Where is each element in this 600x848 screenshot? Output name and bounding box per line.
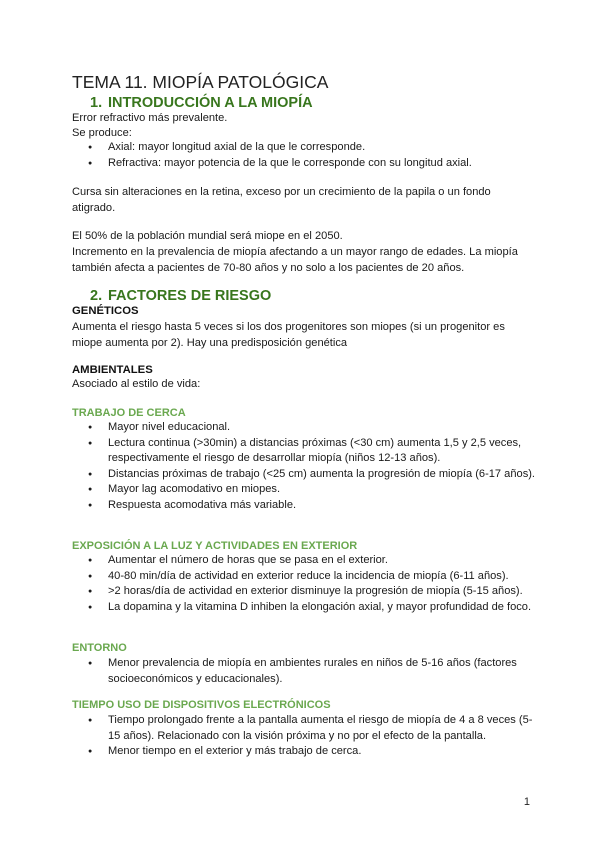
list-item: ● Axial: mayor longitud axial de la que le corresponde. bbox=[72, 140, 536, 156]
list-item: ● Aumentar el número de horas que se pasa en el exterior. bbox=[72, 553, 536, 569]
entorno-heading: ENTORNO bbox=[72, 642, 127, 654]
ambientales-heading: AMBIENTALES bbox=[72, 364, 153, 376]
dispositivos-heading: TIEMPO USO DE DISPOSITIVOS ELECTRÓNICOS bbox=[72, 699, 331, 711]
list-item: ● La dopamina y la vitamina D inhiben la elongación axial, y mayor profundidad de foco. bbox=[72, 600, 536, 616]
intro-paragraph-population: El 50% de la población mundial será miope en el 2050. bbox=[72, 230, 343, 242]
intro-bullet-list bbox=[72, 140, 536, 171]
list-item: ● Respuesta acomodativa más variable. bbox=[72, 498, 536, 514]
list-item: ● >2 horas/día de actividad en exterior disminuye la progresión de miopía (5-15 años). bbox=[72, 584, 536, 600]
list-item: ● Menor tiempo en el exterior y más trabajo de cerca. bbox=[72, 744, 536, 760]
list-item: ● 40-80 min/día de actividad en exterior reduce la incidencia de miopía (6-11 años). bbox=[72, 569, 536, 585]
section-2-title: FACTORES DE RIESGO bbox=[108, 288, 272, 304]
trabajo-cerca-heading: TRABAJO DE CERCA bbox=[72, 407, 186, 419]
document-title: TEMA 11. MIOPÍA PATOLÓGICA bbox=[72, 72, 329, 92]
list-item: ● Menor prevalencia de miopía en ambientes rurales en niños de 5-16 años (factores socioeconómicos y educacionales). bbox=[72, 656, 536, 687]
intro-line-1: Error refractivo más prevalente. bbox=[72, 112, 228, 124]
section-1-title: INTRODUCCIÓN A LA MIOPÍA bbox=[108, 95, 313, 111]
ambientales-text: Asociado al estilo de vida: bbox=[72, 378, 201, 390]
intro-line-2: Se produce: bbox=[72, 127, 132, 139]
list-item: ● Mayor nivel educacional. bbox=[72, 420, 536, 436]
entorno-list bbox=[72, 656, 536, 687]
section-2-heading bbox=[90, 287, 271, 305]
section-1-number: 1. bbox=[90, 95, 103, 111]
list-item: ● Distancias próximas de trabajo (<25 cm) aumenta la progresión de miopía (6-17 años). bbox=[72, 467, 536, 483]
page-number: 1 bbox=[523, 796, 530, 808]
list-item: ● Refractiva: mayor potencia de la que le corresponde con su longitud axial. bbox=[72, 156, 536, 172]
list-item: ● Lectura continua (>30min) a distancias próximas (<30 cm) aumenta 1,5 y 2,5 veces, respectivamente el riesgo de desarrollar miopía (niños 12-13 años). bbox=[72, 436, 536, 467]
exposicion-heading: EXPOSICIÓN A LA LUZ Y ACTIVIDADES EN EXTERIOR bbox=[72, 540, 358, 552]
intro-paragraph-prevalence: Incremento en la prevalencia de miopía afectando a un mayor rango de edades. La miopía también afecta a pacientes de 70-80 años y no solo a los pacientes de 20 años. bbox=[72, 246, 518, 274]
section-2-number: 2. bbox=[90, 288, 103, 304]
intro-paragraph-retina: Cursa sin alteraciones en la retina, exceso por un crecimiento de la papila o un fondo atigrado. bbox=[72, 186, 491, 214]
list-item: ● Tiempo prolongado frente a la pantalla aumenta el riesgo de miopía de 4 a 8 veces (5-15 años). Relacionado con la visión próxima y no por el efecto de la pantalla. bbox=[72, 713, 536, 744]
list-item: ● Mayor lag acomodativo en miopes. bbox=[72, 482, 536, 498]
trabajo-cerca-list bbox=[72, 420, 536, 514]
geneticos-heading: GENÉTICOS bbox=[72, 305, 139, 317]
dispositivos-list bbox=[72, 713, 536, 760]
exposicion-list bbox=[72, 553, 536, 615]
geneticos-text: Aumenta el riesgo hasta 5 veces si los dos progenitores son miopes (si un progenitor es miope aumenta por 2). Hay una predisposición genética bbox=[72, 321, 505, 349]
